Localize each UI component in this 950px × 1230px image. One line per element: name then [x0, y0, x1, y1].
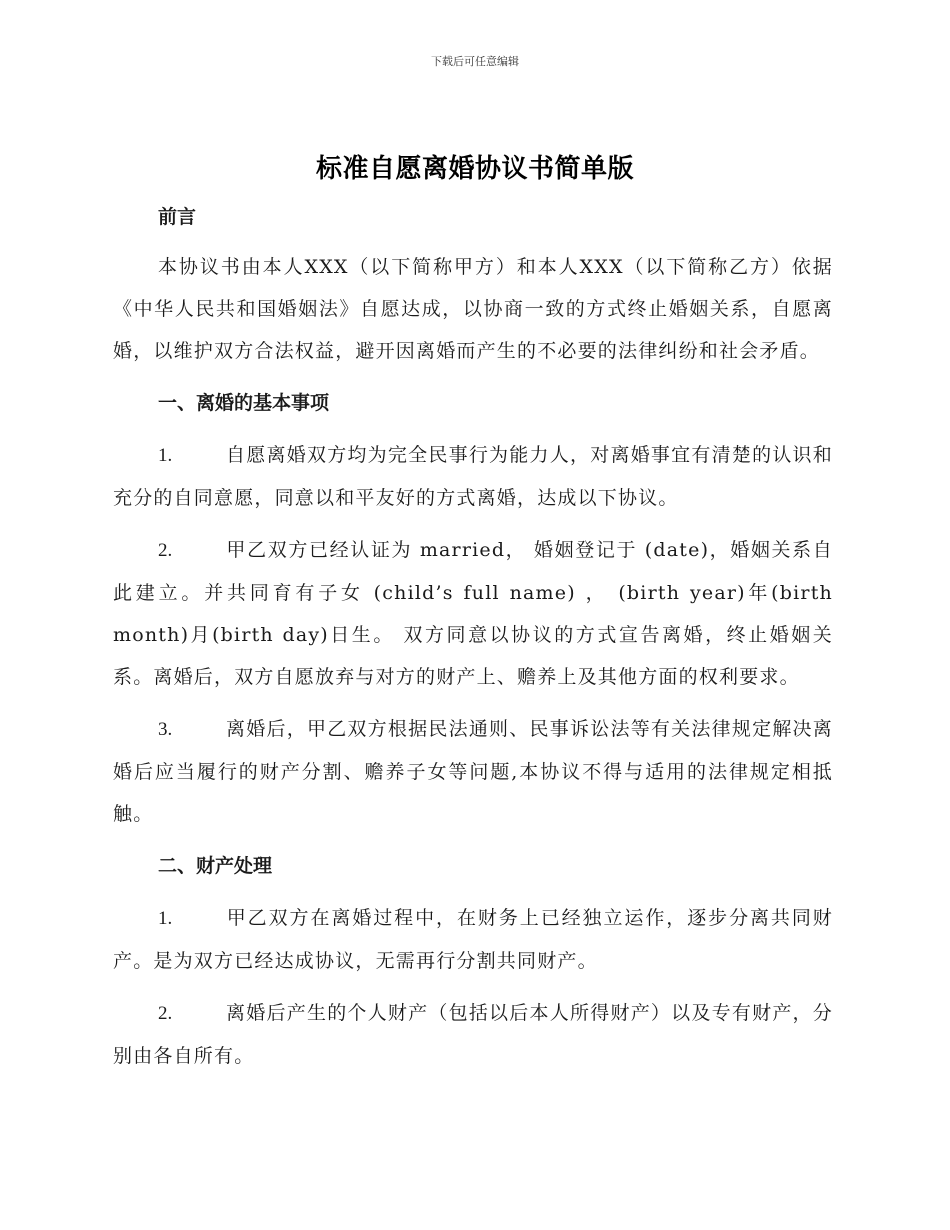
document-body: [113, 196, 833, 1087]
section1-item-3: [113, 708, 833, 835]
document-title: 标准自愿离婚协议书简单版: [315, 154, 634, 184]
preface-paragraph: 本协议书由本人XXX（以下简称甲方）和本人XXX（以下简称乙方）依据《中华人民共和国婚姻法》自愿达成，以协商一致的方式终止婚姻关系，自愿离婚，以维护双方合法权益，避开因离婚而产生的不必要的法律纠纷和社会矛盾。: [113, 256, 833, 362]
item-number: 2.: [158, 540, 173, 561]
item-number: 1.: [158, 908, 173, 929]
preface-heading: 前言: [158, 206, 197, 228]
section2-item-1: [113, 897, 833, 982]
item-text: 离婚后产生的个人财产（包括以后本人所得财产）以及专有财产，分别由各自所有。: [113, 1002, 833, 1067]
item-text: 离婚后，甲乙双方根据民法通则、民事诉讼法等有关法律规定解决离婚后应当履行的财产分割、赡养子女等问题,本协议不得与适用的法律规定相抵触。: [113, 718, 833, 825]
item-number: 2.: [158, 1003, 173, 1024]
item-text: 自愿离婚双方均为完全民事行为能力人，对离婚事宜有清楚的认识和充分的自同意愿，同意以和平友好的方式离婚，达成以下协议。: [113, 444, 833, 509]
section2-heading: 二、财产处理: [158, 855, 273, 877]
item-number: 3.: [158, 719, 173, 740]
section1-item-2: [113, 529, 833, 698]
section1-heading: 一、离婚的基本事项: [158, 392, 330, 414]
item-text: 甲乙双方已经认证为 married， 婚姻登记于 (date)，婚姻关系自此建立。并共同育有子女 (child’s full name) ， (birth year)年(birth month)月(birth day)日生。 双方同意以协议的方式宣告离婚，终止婚姻关系。离婚后，双方自愿放弃与对方的财产上、赡养上及其他方面的权利要求。: [113, 539, 833, 688]
item-number: 1.: [158, 445, 173, 466]
page-header-note: 下载后可任意编辑: [431, 55, 519, 68]
item-text: 甲乙双方在离婚过程中，在财务上已经独立运作，逐步分离共同财产。是为双方已经达成协议，无需再行分割共同财产。: [113, 907, 833, 972]
section2-item-2: [113, 992, 833, 1077]
section1-item-1: [113, 434, 833, 519]
